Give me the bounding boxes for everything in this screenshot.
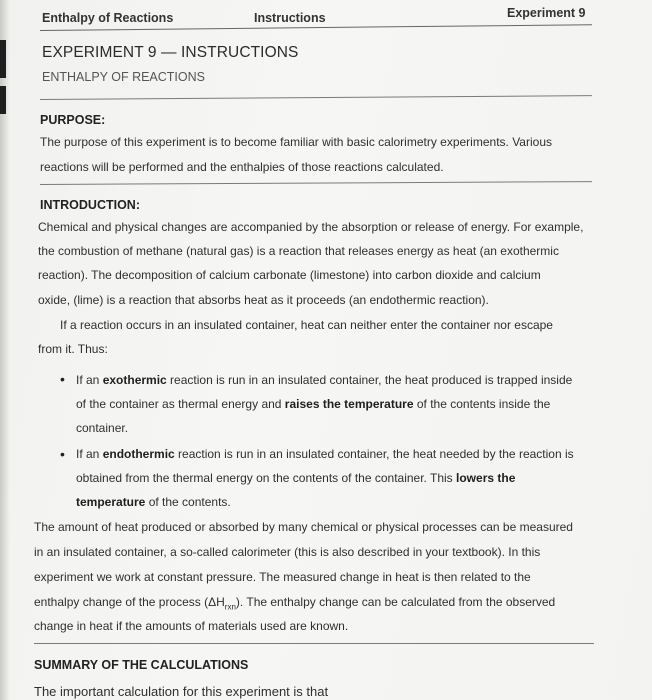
purpose-line: The purpose of this experiment is to become familiar with basic calorimetry experiments. Various <box>40 135 552 149</box>
introduction-heading: INTRODUCTION: <box>40 198 140 212</box>
bullet-1-line: container. <box>76 421 129 435</box>
binding-mark <box>0 40 6 78</box>
intro-line: oxide, (lime) is a reaction that absorbs heat as it proceeds (an endothermic reaction). <box>38 293 489 307</box>
bullet-marker: • <box>60 371 65 387</box>
divider <box>40 181 592 185</box>
bullet-2-line: obtained from the thermal energy on the contents of the container. This lowers the <box>76 471 516 485</box>
page-subtitle: ENTHALPY OF REACTIONS <box>42 70 205 84</box>
bullet-1-line: of the container as thermal energy and raises the temperature of the contents inside the <box>76 397 551 411</box>
page-title: EXPERIMENT 9 — INSTRUCTIONS <box>42 44 299 61</box>
intro-line: the combustion of methane (natural gas) is a reaction that releases energy as heat (an exothermic <box>38 244 559 258</box>
purpose-line: reactions will be performed and the enthalpies of those reactions calculated. <box>40 160 444 174</box>
header-right: Experiment 9 <box>507 6 586 20</box>
intro-closing-line: experiment we work at constant pressure. The measured change in heat is then related to the <box>34 570 531 584</box>
divider <box>34 643 594 644</box>
intro-line: If a reaction occurs in an insulated container, heat can neither enter the container nor escape <box>60 318 553 332</box>
intro-line: reaction). The decomposition of calcium carbonate (limestone) into carbon dioxide and calcium <box>38 268 541 282</box>
intro-closing-line: change in heat if the amounts of materials used are known. <box>34 619 349 633</box>
header-left: Enthalpy of Reactions <box>42 11 174 25</box>
intro-line: from it. Thus: <box>38 342 108 356</box>
bullet-2-line: temperature of the contents. <box>76 495 231 509</box>
bullet-2-line: If an endothermic reaction is run in an insulated container, the heat needed by the reaction is <box>76 447 574 461</box>
intro-closing-line: enthalpy change of the process $(\Delta H_{rxn})$. The enthalpy change can be calculated from the observed <box>34 595 556 612</box>
purpose-heading: PURPOSE: <box>40 113 106 127</box>
bullet-1-line: If an exothermic reaction is run in an insulated container, the heat produced is trapped inside <box>76 373 573 387</box>
header-center: Instructions <box>254 11 326 25</box>
summary-heading: SUMMARY OF THE CALCULATIONS <box>34 658 249 672</box>
bullet-marker: • <box>60 446 65 462</box>
intro-closing-line: The amount of heat produced or absorbed by many chemical or physical processes can be measured <box>34 520 573 534</box>
summary-line: The important calculation for this experiment is that <box>34 684 329 699</box>
intro-closing-line: in an insulated container, a so-called calorimeter (this is also described in your textbook). In this <box>34 545 541 559</box>
intro-line: Chemical and physical changes are accompanied by the absorption or release of energy. For example, <box>38 220 584 234</box>
binding-mark <box>0 86 6 114</box>
divider <box>40 95 592 100</box>
